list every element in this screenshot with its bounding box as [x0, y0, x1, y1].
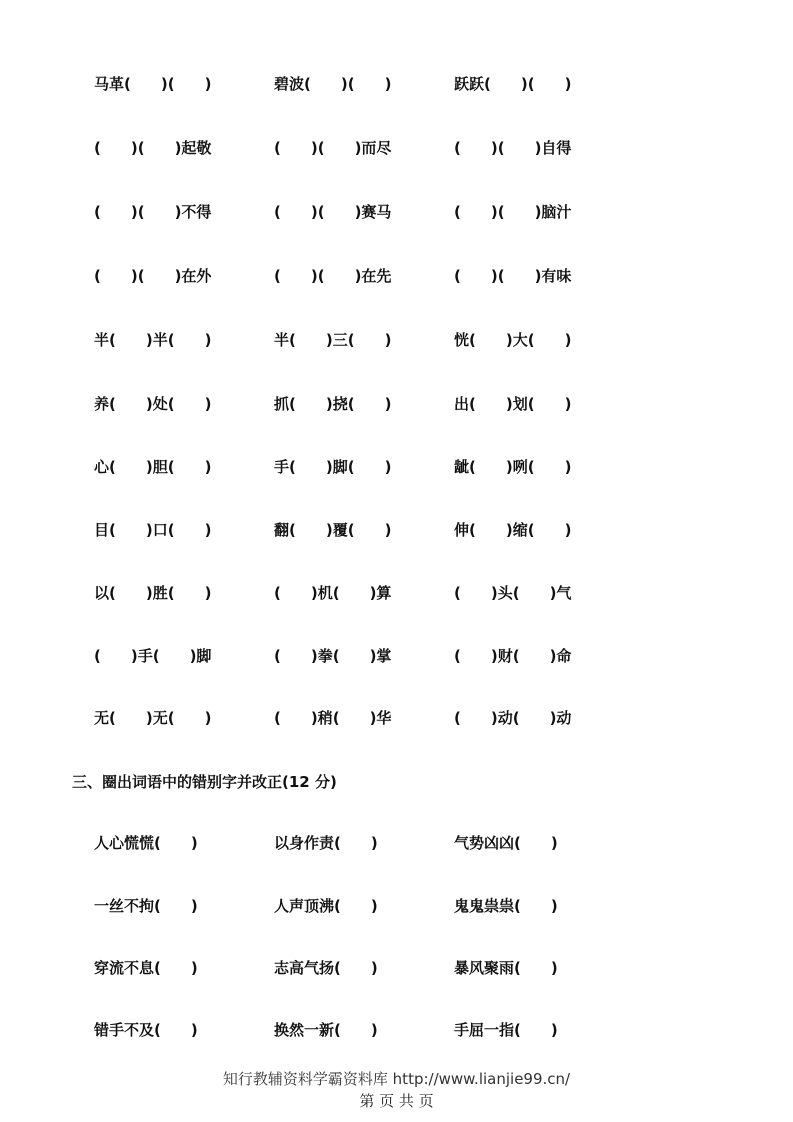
correction-row [0, 831, 793, 855]
idiom-item: 碧波( )( ) [274, 75, 392, 93]
idiom-row [0, 392, 793, 416]
idiom-item: ( )( )有味 [454, 267, 572, 285]
idiom-item: ( )拳( )掌 [274, 647, 392, 665]
idiom-row [0, 518, 793, 542]
idiom-item: ( )( )赛马 [274, 203, 392, 221]
correction-item: 志高气扬( ) [274, 959, 378, 977]
correction-item: 暴风聚雨( ) [454, 959, 558, 977]
idiom-item: ( )头( )气 [454, 584, 572, 602]
correction-row [0, 894, 793, 918]
idiom-item: ( )( )起敬 [94, 139, 212, 157]
idiom-item: ( )财( )命 [454, 647, 572, 665]
correction-item: 一丝不拘( ) [94, 897, 198, 915]
idiom-item: 抓( )挠( ) [274, 395, 392, 413]
idiom-item: 出( )划( ) [454, 395, 572, 413]
idiom-item: ( )机( )算 [274, 584, 392, 602]
idiom-item: 养( )处( ) [94, 395, 212, 413]
idiom-row [0, 455, 793, 479]
idiom-item: 恍( )大( ) [454, 331, 572, 349]
page-number: 第 页 共 页 [359, 1092, 434, 1110]
idiom-item: ( )( )脑汁 [454, 203, 572, 221]
idiom-item: 心( )胆( ) [94, 458, 212, 476]
idiom-item: 龇( )咧( ) [454, 458, 572, 476]
idiom-item: 无( )无( ) [94, 709, 212, 727]
idiom-item: 伸( )缩( ) [454, 521, 572, 539]
idiom-item: ( )( )自得 [454, 139, 572, 157]
correction-item: 人心慌慌( ) [94, 834, 198, 852]
idiom-item: 以( )胜( ) [94, 584, 212, 602]
correction-item: 穿流不息( ) [94, 959, 198, 977]
idiom-item: 目( )口( ) [94, 521, 212, 539]
idiom-item: 手( )脚( ) [274, 458, 392, 476]
correction-item: 人声顶沸( ) [274, 897, 378, 915]
correction-item: 错手不及( ) [94, 1021, 198, 1039]
idiom-row [0, 72, 793, 96]
idiom-item: ( )( )不得 [94, 203, 212, 221]
idiom-row [0, 328, 793, 352]
idiom-item: ( )( )在外 [94, 267, 212, 285]
idiom-item: ( )手( )脚 [94, 647, 212, 665]
footer-watermark: 知行教辅资料学霸资料库 http://www.lianjie99.cn/ [222, 1070, 571, 1088]
idiom-item: ( )稍( )华 [274, 709, 392, 727]
section-title: 三、圈出词语中的错别字并改正(12 分) [72, 773, 337, 791]
correction-row [0, 956, 793, 980]
idiom-row [0, 644, 793, 668]
idiom-row [0, 706, 793, 730]
idiom-item: ( )动( )动 [454, 709, 572, 727]
idiom-item: 半( )三( ) [274, 331, 392, 349]
idiom-row [0, 200, 793, 224]
idiom-row [0, 136, 793, 160]
correction-item: 换然一新( ) [274, 1021, 378, 1039]
correction-item: 手屈一指( ) [454, 1021, 558, 1039]
correction-row [0, 1018, 793, 1042]
idiom-item: 跃跃( )( ) [454, 75, 572, 93]
idiom-item: 马革( )( ) [94, 75, 212, 93]
idiom-row [0, 581, 793, 605]
correction-item: 以身作责( ) [274, 834, 378, 852]
idiom-item: ( )( )在先 [274, 267, 392, 285]
idiom-item: ( )( )而尽 [274, 139, 392, 157]
correction-item: 气势凶凶( ) [454, 834, 558, 852]
idiom-row [0, 264, 793, 288]
idiom-item: 翻( )覆( ) [274, 521, 392, 539]
idiom-item: 半( )半( ) [94, 331, 212, 349]
correction-item: 鬼鬼祟祟( ) [454, 897, 558, 915]
